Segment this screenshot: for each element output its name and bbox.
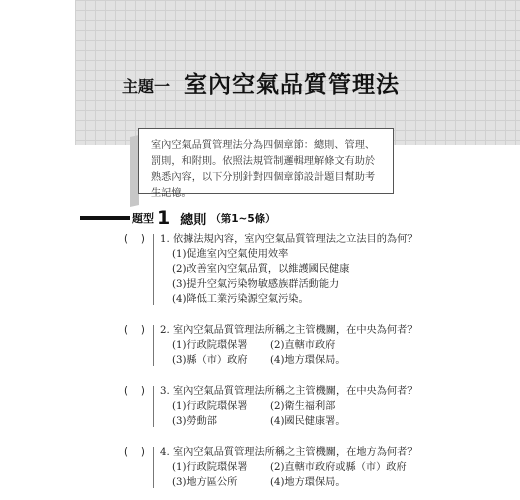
option: (1)行政院環保署 [172,462,248,473]
section-number: 1 [157,207,171,229]
option: (4)降低工業污染源空氣污染。 [172,294,309,305]
question-item [124,445,494,490]
answer-blank[interactable]: ( ) [124,325,145,336]
option: (2)直轄市政府 [270,340,336,351]
question-stem: 2. 室內空氣品質管理法所稱之主管機關，在中央為何者？ [160,325,418,336]
question-body [160,323,417,368]
topic-label: 主題一 [122,77,171,96]
intro-text: 室內空氣品質管理法分為四個章節：總則、管理、罰則，和附則。依照法規管制邏輯理解條文有助於熟悉內容，以下分別針對四個章節設計題目幫助考生記憶。 [151,140,376,199]
question-rule [153,447,154,488]
question-body [160,384,417,429]
question-item [124,232,494,307]
answer-blank[interactable]: ( ) [124,447,145,458]
option: (4)地方環保局。 [270,477,346,488]
section-kind: 題型 [132,212,154,225]
option: (1)行政院環保署 [172,340,248,351]
option-row [172,353,417,368]
option: (3)提升空氣污染物敏感族群活動能力 [172,279,340,290]
option: (3)勞動部 [172,416,217,427]
option-list [172,460,417,490]
question-list [124,232,494,490]
answer-blank[interactable]: ( ) [124,386,145,397]
option: (3)地方區公所 [172,477,238,488]
question-stem: 4. 室內空氣品質管理法所稱之主管機關，在地方為何者？ [160,447,418,458]
section-heading [80,207,480,229]
question-item [124,323,494,368]
option: (2)衛生福利部 [270,401,336,412]
question-rule [153,234,154,305]
option: (2)直轄市政府或縣（市）政府 [270,462,407,473]
option-row [172,475,417,490]
question-rule [153,325,154,366]
answer-blank[interactable]: ( ) [124,234,145,245]
option-list [172,247,417,307]
option-list [172,338,417,368]
intro-box [138,128,394,199]
option: (1)促進室內空氣使用效率 [172,249,289,260]
topic-name: 室內空氣品質管理法 [184,72,401,98]
section-range: （第1~5條） [210,212,276,225]
question-stem: 1. 依據法規內容，室內空氣品質管理法之立法目的為何？ [160,234,418,245]
option: (1)行政院環保署 [172,401,248,412]
option: (4)地方環保局。 [270,355,346,366]
question-rule [153,386,154,427]
option-list [172,399,417,429]
option-row [172,399,417,414]
option: (2)改善室內空氣品質，以維護國民健康 [172,264,350,275]
question-body [160,232,417,307]
question-stem: 3. 室內空氣品質管理法所稱之主管機關，在中央為何者？ [160,386,418,397]
question-body [160,445,417,490]
option: (3)縣（市）政府 [172,355,248,366]
option-row [172,414,417,429]
section-title: 總則 [180,212,207,228]
topic-heading [122,66,400,96]
option: (4)國民健康署。 [270,416,346,427]
question-item [124,384,494,429]
option-row [172,338,417,353]
section-bar [80,216,130,220]
option-row [172,460,417,475]
